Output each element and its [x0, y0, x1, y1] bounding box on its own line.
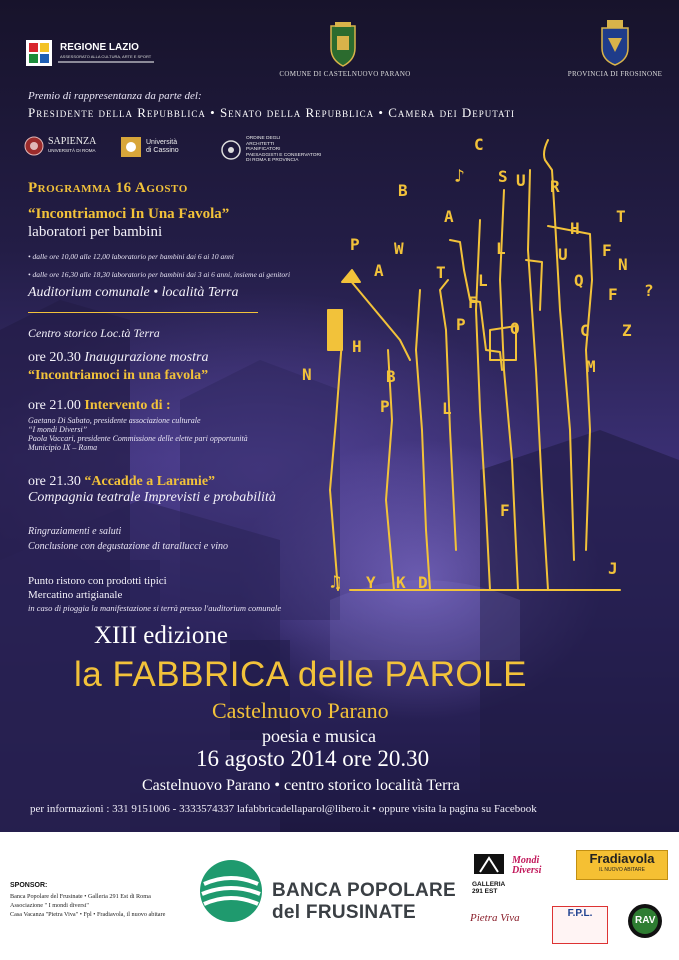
sponsor-list [10, 892, 200, 919]
sapienza-seal-icon [24, 136, 44, 156]
architetti-line-4: PAESAGGISTI E CONSERVATORI [246, 152, 322, 158]
comune-crest-icon [323, 22, 363, 68]
banca-logo-icon [198, 858, 264, 929]
letter: B [386, 367, 396, 386]
letter: F [468, 293, 478, 312]
letter: S [498, 167, 508, 186]
letter: U [558, 245, 568, 264]
event-2-text: Intervento di : [84, 398, 171, 413]
architetti-line-5: DI ROMA E PROVINCIA [246, 158, 299, 164]
letter: P [350, 235, 360, 254]
regione-logo-text: REGIONE LAZIO [60, 42, 139, 53]
cassino-logo [120, 136, 179, 158]
event-1 [28, 350, 208, 366]
letter: Z [622, 321, 632, 340]
event-2-time: ore 21.00 [28, 398, 81, 413]
provincia-name: PROVINCIA DI FROSINONE [567, 70, 663, 78]
letter: ? [644, 281, 654, 300]
event-2-person-2: Paola Vaccari, presidente Commissione delle elette pari opportunità [28, 434, 248, 443]
sapienza-sub: UNIVERSITÀ DI ROMA [48, 148, 96, 153]
letter: N [302, 365, 312, 384]
title-place: Castelnuovo Parano [212, 698, 389, 723]
event-venue: Castelnuovo Parano • centro storico località Terra [142, 777, 460, 794]
letter: A [444, 207, 454, 226]
provincia-crest-icon [598, 20, 632, 66]
lab-line-1: • dalle ore 10,00 alle 12,00 laboratorio per bambini dai 6 ai 10 anni [28, 252, 234, 261]
sponsor-line: Associazione " I mondi diversi" [10, 902, 89, 909]
galleria-line-1: GALLERIA [472, 881, 506, 888]
mercatino: Mercatino artigianale [28, 589, 123, 601]
galleria-line-2: 291 EST [472, 888, 498, 895]
favola-sub: laboratori per bambini [28, 224, 163, 240]
sapienza-logo [24, 136, 96, 156]
sponsor-title: SPONSOR: [10, 882, 48, 889]
info-line: per informazioni : 331 9151006 - 3333574337 lafabbricadellaparol@libero.it • oppure visita la pagina su Facebook [30, 803, 537, 815]
event-3-time: ore 21.30 [28, 474, 81, 489]
letter: A [374, 261, 384, 280]
event-1-text: Inaugurazione mostra [84, 350, 209, 365]
event-3-title: “Accadde a Laramie” [84, 474, 216, 489]
premio-text: Premio di rappresentanza da parte del: [28, 90, 202, 102]
title-sub: poesia e musica [262, 726, 376, 746]
auditorium-line: Auditorium comunale • località Terra [28, 285, 239, 300]
fradiavola-logo [576, 850, 668, 880]
letter: K [396, 573, 406, 592]
letter: T [616, 207, 626, 226]
regione-logo-sub: ASSESSORATO ALLA CULTURA, ARTE E SPORT [60, 54, 152, 59]
architetti-line-3: PIANIFICATORI [246, 147, 281, 153]
galleria-arch-icon [472, 852, 508, 876]
letter: Q [574, 271, 584, 290]
lab-line-2: • dalle ore 16,30 alle 18,30 laboratorio per bambini dai 3 ai 6 anni, insieme ai genitori [28, 270, 291, 279]
galleria-logo [472, 852, 508, 896]
letter: F [602, 241, 612, 260]
punto-ristoro: Punto ristoro con prodotti tipici [28, 575, 167, 587]
event-3-sub: Compagnia teatrale Imprevisti e probabilità [28, 490, 276, 505]
event-2-person-2b: Municipio IX – Roma [28, 443, 98, 452]
centro-storico: Centro storico Loc.tà Terra [28, 326, 160, 340]
presidenti-line: Presidente della Repubblica • Senato della Repubblica • Camera dei Deputati [28, 105, 516, 120]
favola-title: “Incontriamoci In Una Favola” [28, 206, 230, 222]
letter: R [550, 177, 560, 196]
event-1-title: “Incontriamoci in una favola” [28, 368, 209, 383]
ringraziamenti: Ringraziamenti e saluti [28, 526, 122, 537]
letter: J [608, 559, 618, 578]
architetti-flower-icon [220, 139, 242, 161]
cassino-line-2: di Cassino [146, 147, 179, 154]
event-1-time: ore 20.30 [28, 350, 81, 365]
letter: P [456, 315, 466, 334]
banca-line-1: BANCA POPOLARE [272, 880, 457, 901]
comune-name: COMUNE DI CASTELNUOVO PARANO [279, 70, 411, 78]
letter: U [516, 171, 526, 190]
pietra-viva-logo: Pietra Viva [470, 912, 520, 924]
event-3 [28, 474, 215, 490]
music-note-icon: ♫ [330, 572, 341, 593]
letter: L [496, 239, 506, 258]
letter: F [500, 501, 510, 520]
letter: H [570, 219, 580, 238]
rav-logo [626, 902, 664, 945]
letter: C [580, 321, 590, 340]
sapienza-name: SAPIENZA [48, 136, 97, 147]
sponsor-line: Banca Popolare del Frusinate • Galleria 291 Est di Roma [10, 893, 151, 900]
letter: P [380, 397, 390, 416]
rav-name: RAV [635, 915, 656, 926]
banca-name [272, 880, 456, 924]
edizione: XIII edizione [94, 622, 228, 649]
letter: H [352, 337, 362, 356]
letter: L [478, 271, 488, 290]
banca-line-2: del FRUSINATE [272, 902, 416, 923]
regione-lazio-logo [24, 36, 156, 72]
fpl-name: F.P.L. [567, 908, 593, 919]
letters-illustration [290, 130, 679, 610]
letter: Y [366, 573, 376, 592]
sponsor-footer [0, 832, 679, 960]
letter: F [608, 285, 618, 304]
event-2-person-1: Gaetano Di Sabato, presidente associazione culturale [28, 416, 201, 425]
cassino-sun-icon [120, 136, 142, 158]
letter: T [436, 263, 446, 282]
letter: B [398, 181, 408, 200]
architetti-line-2: ARCHITETTI [246, 141, 275, 147]
fradiavola-name: Fradiavola [589, 851, 655, 866]
sponsor-line: Casa Vacanza "Pietra Viva" • Fpl • Fradiavola, il nuovo abitare [10, 911, 166, 918]
letter: N [618, 255, 628, 274]
letter: L [442, 399, 452, 418]
letter: M [586, 357, 596, 376]
mondi-diversi-logo: Mondi Diversi [512, 855, 542, 876]
letter: W [394, 239, 404, 258]
main-title: la FABBRICA delle PAROLE [74, 655, 527, 694]
pioggia-note: in caso di pioggia la manifestazione si terrà presso l'auditorium comunale [28, 603, 282, 613]
programma-heading: Programma 16 Agosto [28, 180, 188, 196]
cassino-line-1: Università [146, 139, 178, 146]
letter: O [510, 319, 520, 338]
gold-separator [28, 312, 258, 313]
letter: C [474, 135, 484, 154]
architetti-line-1: ORDINE DEGLI [246, 136, 281, 141]
event-2-person-1b: “I mondi Diversi” [28, 425, 88, 434]
fradiavola-sub: IL NUOVO ABITARE [599, 867, 645, 873]
music-note-icon: ♪ [454, 166, 465, 187]
fpl-logo [552, 906, 608, 944]
letter: D [418, 573, 428, 592]
event-date: 16 agosto 2014 ore 20.30 [196, 746, 430, 771]
conclusione: Conclusione con degustazione di tarallucci e vino [28, 541, 228, 552]
event-2 [28, 398, 171, 414]
